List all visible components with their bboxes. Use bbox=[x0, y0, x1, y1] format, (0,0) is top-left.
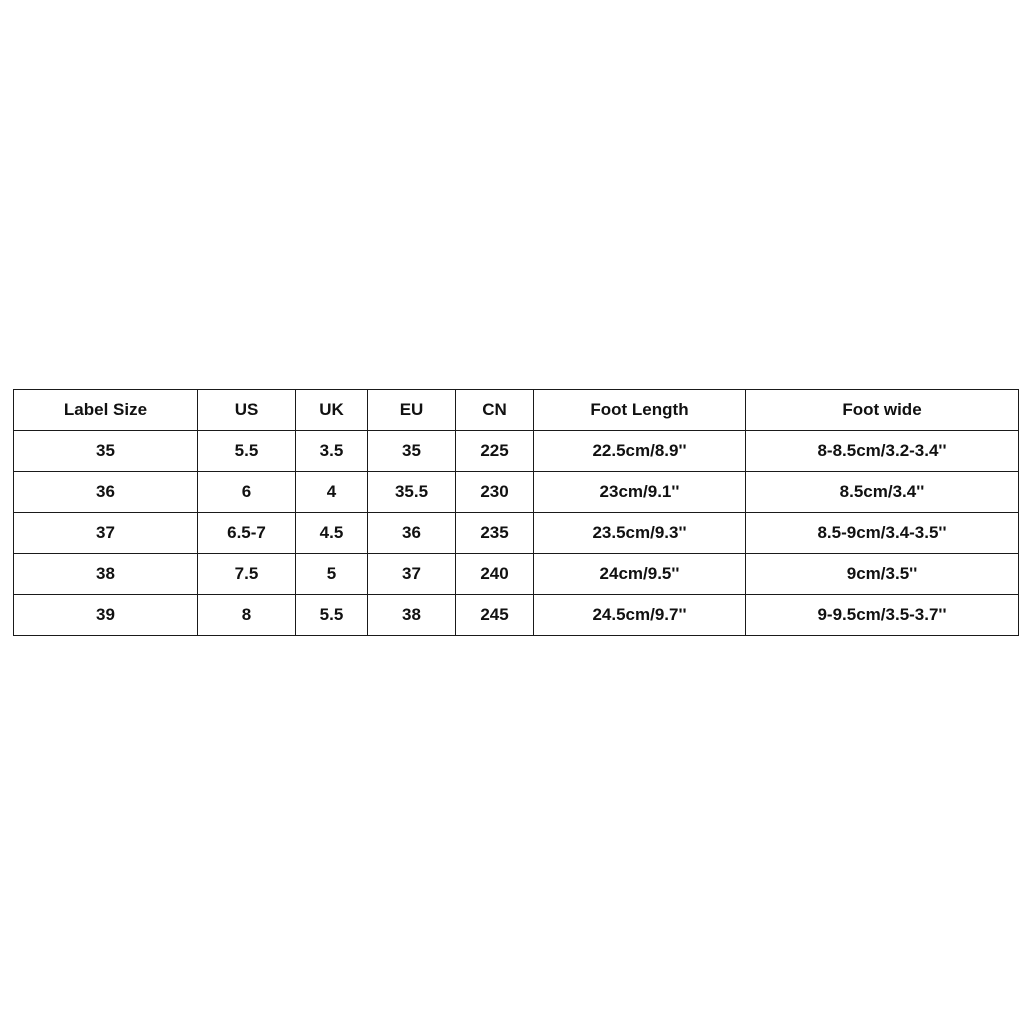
cell-label-size: 37 bbox=[14, 513, 198, 554]
cell-us: 6 bbox=[198, 472, 296, 513]
cell-foot-length: 23cm/9.1'' bbox=[534, 472, 746, 513]
cell-uk: 3.5 bbox=[296, 431, 368, 472]
cell-uk: 5 bbox=[296, 554, 368, 595]
cell-foot-wide: 9-9.5cm/3.5-3.7'' bbox=[746, 595, 1019, 636]
cell-foot-length: 22.5cm/8.9'' bbox=[534, 431, 746, 472]
cell-eu: 35 bbox=[368, 431, 456, 472]
cell-foot-length: 24cm/9.5'' bbox=[534, 554, 746, 595]
cell-foot-length: 23.5cm/9.3'' bbox=[534, 513, 746, 554]
cell-eu: 35.5 bbox=[368, 472, 456, 513]
column-header-cn: CN bbox=[456, 390, 534, 431]
cell-cn: 225 bbox=[456, 431, 534, 472]
cell-eu: 38 bbox=[368, 595, 456, 636]
cell-foot-length: 24.5cm/9.7'' bbox=[534, 595, 746, 636]
column-header-us: US bbox=[198, 390, 296, 431]
size-chart-table bbox=[13, 389, 1019, 636]
table-row bbox=[14, 595, 1019, 636]
cell-foot-wide: 8-8.5cm/3.2-3.4'' bbox=[746, 431, 1019, 472]
cell-foot-wide: 9cm/3.5'' bbox=[746, 554, 1019, 595]
cell-cn: 240 bbox=[456, 554, 534, 595]
column-header-foot-length: Foot Length bbox=[534, 390, 746, 431]
cell-us: 5.5 bbox=[198, 431, 296, 472]
column-header-uk: UK bbox=[296, 390, 368, 431]
cell-label-size: 39 bbox=[14, 595, 198, 636]
cell-cn: 230 bbox=[456, 472, 534, 513]
cell-foot-wide: 8.5-9cm/3.4-3.5'' bbox=[746, 513, 1019, 554]
cell-us: 8 bbox=[198, 595, 296, 636]
cell-label-size: 36 bbox=[14, 472, 198, 513]
cell-us: 6.5-7 bbox=[198, 513, 296, 554]
cell-cn: 245 bbox=[456, 595, 534, 636]
column-header-label-size: Label Size bbox=[14, 390, 198, 431]
cell-eu: 37 bbox=[368, 554, 456, 595]
cell-cn: 235 bbox=[456, 513, 534, 554]
header-row bbox=[14, 390, 1019, 431]
cell-uk: 4 bbox=[296, 472, 368, 513]
cell-label-size: 35 bbox=[14, 431, 198, 472]
column-header-eu: EU bbox=[368, 390, 456, 431]
table-row bbox=[14, 431, 1019, 472]
cell-us: 7.5 bbox=[198, 554, 296, 595]
cell-label-size: 38 bbox=[14, 554, 198, 595]
cell-uk: 4.5 bbox=[296, 513, 368, 554]
cell-foot-wide: 8.5cm/3.4'' bbox=[746, 472, 1019, 513]
table-row bbox=[14, 472, 1019, 513]
cell-uk: 5.5 bbox=[296, 595, 368, 636]
column-header-foot-wide: Foot wide bbox=[746, 390, 1019, 431]
cell-eu: 36 bbox=[368, 513, 456, 554]
table-row bbox=[14, 513, 1019, 554]
table-row bbox=[14, 554, 1019, 595]
